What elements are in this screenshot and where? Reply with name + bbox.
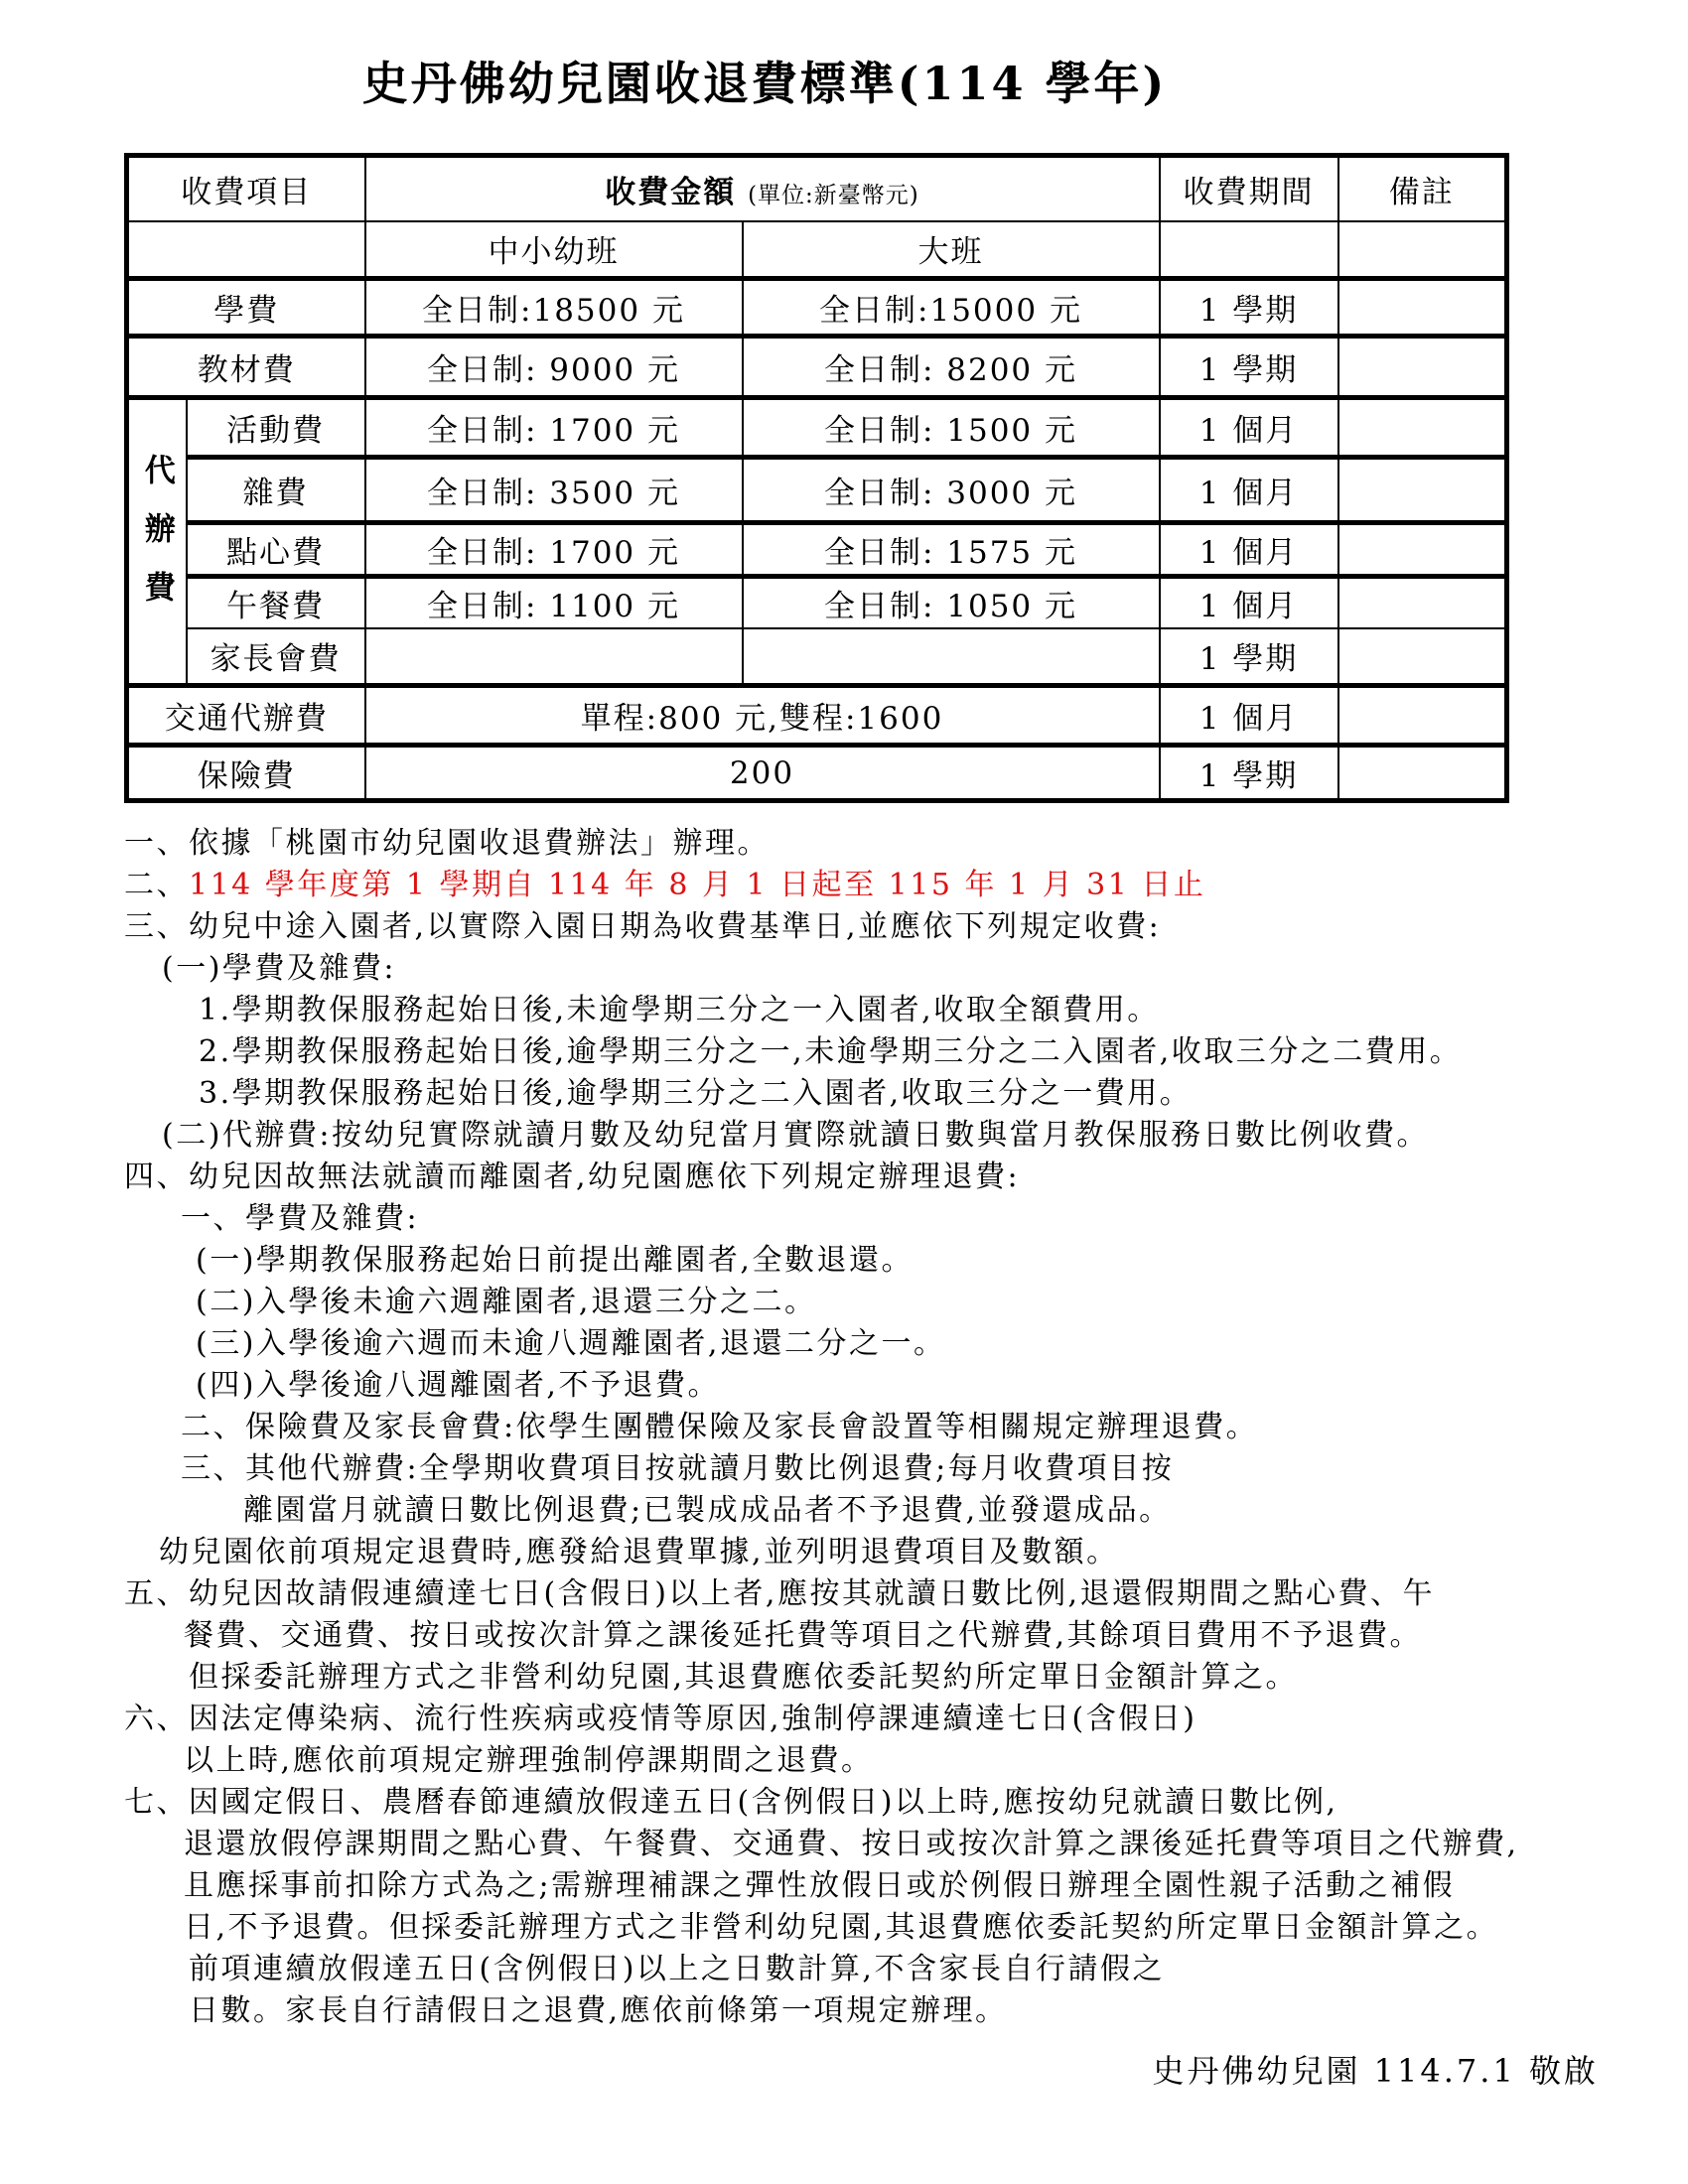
header-period: 收費期間 xyxy=(1160,156,1338,221)
tuition-period: 1 學期 xyxy=(1160,279,1338,337)
transport-label: 交通代辦費 xyxy=(127,686,365,746)
agency-fee-group-label: 代辦費 xyxy=(138,454,175,629)
materials-label: 教材費 xyxy=(127,337,365,398)
table-row-tuition xyxy=(127,279,1507,337)
note-line: 以上時,應依前項規定辦理強制停課期間之退費。 xyxy=(184,1743,874,1778)
misc-label: 雜費 xyxy=(187,458,365,523)
note-line: 六、因法定傳染病、流行性疾病或疫情等原因,強制停課連續達七日(含假日) xyxy=(124,1702,1197,1736)
subheader-period-empty xyxy=(1160,221,1338,279)
note-line: 1.學期教保服務起始日後,未逾學期三分之一入園者,收取全額費用。 xyxy=(199,993,1160,1027)
tuition-note xyxy=(1338,279,1507,337)
table-header-row xyxy=(127,156,1507,221)
tuition-senior-amount: 全日制:15000 元 xyxy=(743,279,1160,337)
agency-fee-group-cell xyxy=(127,398,187,686)
tuition-junior-amount: 全日制:18500 元 xyxy=(365,279,743,337)
table-row-activity xyxy=(127,398,1507,458)
activity-junior-amount: 全日制: 1700 元 xyxy=(365,398,743,458)
snack-junior-amount: 全日制: 1700 元 xyxy=(365,523,743,577)
note-line: (二)入學後未逾六週離園者,退還三分之二。 xyxy=(196,1285,817,1319)
table-row-materials xyxy=(127,337,1507,398)
subheader-note-empty xyxy=(1338,221,1507,279)
signature-line: 史丹佛幼兒園 114.7.1 敬啟 xyxy=(1152,2052,1599,2090)
page-title: 史丹佛幼兒園收退費標準(114 學年) xyxy=(361,57,1168,110)
note-line: (一)學期教保服務起始日前提出離園者,全數退還。 xyxy=(196,1243,914,1278)
note-line: 三、幼兒中途入園者,以實際入園日期為收費基準日,並應依下列規定收費: xyxy=(124,909,1162,944)
note-line: 前項連續放假達五日(含例假日)以上之日數計算,不含家長自行請假之 xyxy=(189,1952,1165,1986)
note-line: 但採委託辦理方式之非營利幼兒園,其退費應依委託契約所定單日金額計算之。 xyxy=(189,1660,1299,1695)
snack-senior-amount: 全日制: 1575 元 xyxy=(743,523,1160,577)
note-line: 幼兒園依前項規定退費時,應發給退費單據,並列明退費項目及數額。 xyxy=(159,1535,1119,1570)
note-line: (一)學費及雜費: xyxy=(162,951,397,986)
misc-junior-amount: 全日制: 3500 元 xyxy=(365,458,743,523)
parents-assoc-label: 家長會費 xyxy=(187,628,365,686)
subheader-junior-class: 中小幼班 xyxy=(365,221,743,279)
parents-assoc-senior-amount xyxy=(743,628,1160,686)
note-line: 日,不予退費。但採委託辦理方式之非營利幼兒園,其退費應依委託契約所定單日金額計算之。 xyxy=(184,1910,1499,1945)
transport-note xyxy=(1338,686,1507,746)
insurance-period: 1 學期 xyxy=(1160,746,1338,801)
note-line: (四)入學後逾八週離園者,不予退費。 xyxy=(196,1368,720,1403)
materials-period: 1 學期 xyxy=(1160,337,1338,398)
note-line: 一、依據「桃園市幼兒園收退費辦法」辦理。 xyxy=(124,826,770,861)
materials-note xyxy=(1338,337,1507,398)
parents-assoc-period: 1 學期 xyxy=(1160,628,1338,686)
table-row-snack xyxy=(127,523,1507,577)
table-row-insurance xyxy=(127,746,1507,801)
table-row-transport xyxy=(127,686,1507,746)
header-item: 收費項目 xyxy=(127,156,365,221)
insurance-label: 保險費 xyxy=(127,746,365,801)
note-line-highlighted xyxy=(0,865,1688,906)
lunch-note xyxy=(1338,577,1507,628)
snack-period: 1 個月 xyxy=(1160,523,1338,577)
fee-schedule-table xyxy=(124,153,1509,803)
transport-amount: 單程:800 元,雙程:1600 xyxy=(365,686,1160,746)
lunch-period: 1 個月 xyxy=(1160,577,1338,628)
snack-label: 點心費 xyxy=(187,523,365,577)
activity-label: 活動費 xyxy=(187,398,365,458)
note-line: 且應採事前扣除方式為之;需辦理補課之彈性放假日或於例假日辦理全園性親子活動之補假 xyxy=(184,1868,1456,1903)
notes-section xyxy=(0,823,1688,2032)
insurance-amount: 200 xyxy=(365,746,1160,801)
materials-senior-amount: 全日制: 8200 元 xyxy=(743,337,1160,398)
header-amount-unit: (單位:新臺幣元) xyxy=(748,182,919,208)
note-red-text: 114 學年度第 1 學期自 114 年 8 月 1 日起至 115 年 1 月 31 日止 xyxy=(189,868,1206,902)
lunch-label: 午餐費 xyxy=(187,577,365,628)
materials-junior-amount: 全日制: 9000 元 xyxy=(365,337,743,398)
note-line: 七、因國定假日、農曆春節連續放假達五日(含例假日)以上時,應按幼兒就讀日數比例, xyxy=(124,1785,1338,1820)
note-line: 四、幼兒因故無法就讀而離園者,幼兒園應依下列規定辦理退費: xyxy=(124,1160,1021,1194)
activity-senior-amount: 全日制: 1500 元 xyxy=(743,398,1160,458)
parents-assoc-junior-amount xyxy=(365,628,743,686)
misc-period: 1 個月 xyxy=(1160,458,1338,523)
subheader-senior-class: 大班 xyxy=(743,221,1160,279)
lunch-senior-amount: 全日制: 1050 元 xyxy=(743,577,1160,628)
insurance-note xyxy=(1338,746,1507,801)
misc-senior-amount: 全日制: 3000 元 xyxy=(743,458,1160,523)
snack-note xyxy=(1338,523,1507,577)
parents-assoc-note xyxy=(1338,628,1507,686)
note-line: (二)代辦費:按幼兒實際就讀月數及幼兒當月實際就讀日數與當月教保服務日數比例收費。 xyxy=(162,1118,1430,1153)
lunch-junior-amount: 全日制: 1100 元 xyxy=(365,577,743,628)
note-line: 一、學費及雜費: xyxy=(181,1201,420,1236)
note-line: 日數。家長自行請假日之退費,應依前條第一項規定辦理。 xyxy=(189,1993,1008,2028)
note-line: 三、其他代辦費:全學期收費項目按就讀月數比例退費;每月收費項目按 xyxy=(181,1451,1175,1486)
note-line: 二、保險費及家長會費:依學生團體保險及家長會設置等相關規定辦理退費。 xyxy=(181,1410,1259,1444)
note-line: 3.學期教保服務起始日後,逾學期三分之二入園者,收取三分之一費用。 xyxy=(199,1076,1193,1111)
header-note: 備註 xyxy=(1338,156,1507,221)
note-line: 退還放假停課期間之點心費、午餐費、交通費、按日或按次計算之課後延托費等項目之代辦費, xyxy=(184,1827,1519,1861)
misc-note xyxy=(1338,458,1507,523)
note-line: 五、幼兒因故請假連續達七日(含假日)以上者,應按其就讀日數比例,退還假期間之點心費、午 xyxy=(124,1576,1435,1611)
subheader-empty xyxy=(127,221,365,279)
note-line: 離園當月就讀日數比例退費;已製成成品者不予退費,並發還成品。 xyxy=(243,1493,1172,1528)
table-subheader-row xyxy=(127,221,1507,279)
note-line: 餐費、交通費、按日或按次計算之課後延托費等項目之代辦費,其餘項目費用不予退費。 xyxy=(184,1618,1423,1653)
note-prefix: 二、 xyxy=(124,868,189,902)
transport-period: 1 個月 xyxy=(1160,686,1338,746)
tuition-label: 學費 xyxy=(127,279,365,337)
table-row-parents-assoc xyxy=(127,628,1507,686)
activity-period: 1 個月 xyxy=(1160,398,1338,458)
table-row-lunch xyxy=(127,577,1507,628)
table-row-misc xyxy=(127,458,1507,523)
note-line: (三)入學後逾六週而未逾八週離園者,退還二分之一。 xyxy=(196,1326,946,1361)
header-amount xyxy=(365,156,1160,221)
activity-note xyxy=(1338,398,1507,458)
header-amount-title: 收費金額 xyxy=(605,174,737,210)
note-line: 2.學期教保服務起始日後,逾學期三分之一,未逾學期三分之二入園者,收取三分之二費用。 xyxy=(199,1034,1463,1069)
